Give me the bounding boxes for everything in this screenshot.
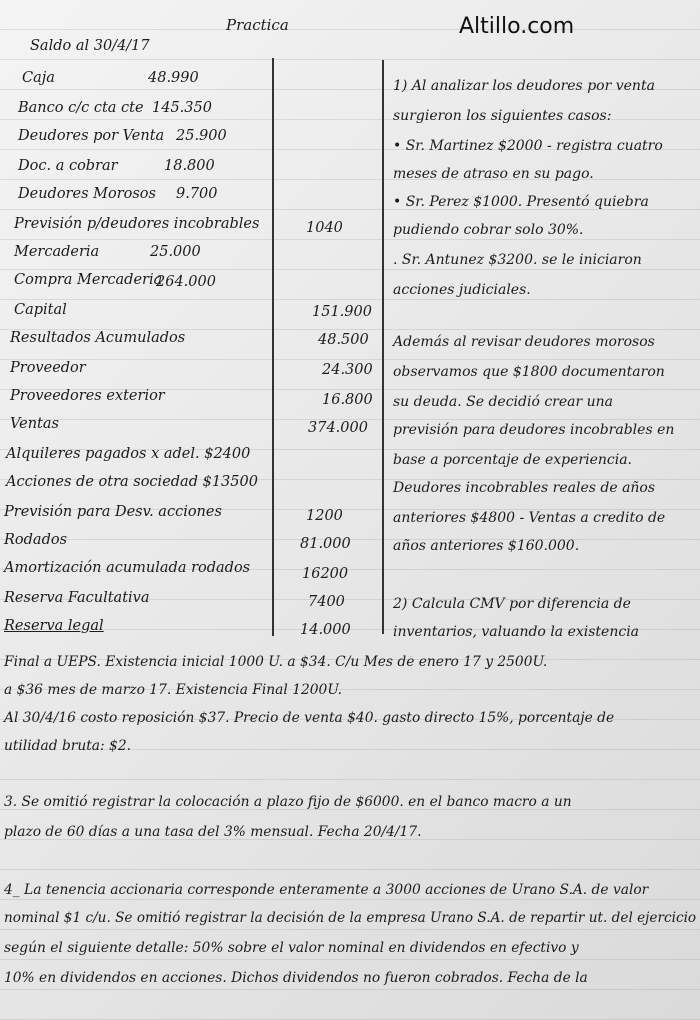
left-amount: 48.990 [148, 70, 199, 86]
right-amount: 16.800 [322, 392, 373, 408]
text-line: 10% en dividendos en acciones. Dichos dividendos no fueron cobrados. Fecha de la [4, 970, 588, 986]
text-line: Al 30/4/16 costo reposición $37. Precio de venta $40. gasto directo 15%, porcentaje de [4, 710, 615, 726]
account-name: Amortización acumulada rodados [4, 560, 251, 576]
account-name: Banco c/c cta cte [18, 100, 144, 116]
account-name: Ventas [10, 416, 59, 432]
right-amount: 151.900 [312, 304, 372, 320]
left-amount: 18.800 [164, 158, 215, 174]
right-amount: 1040 [306, 220, 343, 236]
note-line: anteriores $4800 - Ventas a credito de [393, 510, 666, 526]
right-amount: 14.000 [300, 622, 351, 638]
right-amount: 374.000 [308, 420, 368, 436]
text-line: Final a UEPS. Existencia inicial 1000 U. a $34. C/u Mes de enero 17 y 2500U. [4, 654, 548, 670]
left-amount: 25.900 [176, 128, 227, 144]
account-name: Doc. a cobrar [18, 158, 118, 174]
account-name: Reserva legal [4, 618, 104, 634]
note-line: 1) Al analizar los deudores por venta [393, 78, 655, 94]
text-line: 4_ La tenencia accionaria corresponde enteramente a 3000 acciones de Urano S.A. de valor [4, 882, 649, 898]
account-name: Mercaderia [14, 244, 100, 260]
account-name: Proveedores exterior [10, 388, 165, 404]
account-name: Caja [22, 70, 55, 86]
text-line: plazo de 60 días a una tasa del 3% mensual. Fecha 20/4/17. [4, 824, 422, 840]
left-amount: 9.700 [176, 186, 218, 202]
note-line: previsión para deudores incobrables en [393, 422, 675, 438]
account-name: Alquileres pagados x adel. $2400 [6, 446, 251, 462]
note-line: inventarios, valuando la existencia [393, 624, 640, 640]
note-line: su deuda. Se decidió crear una [393, 394, 614, 410]
note-line: base a porcentaje de experiencia. [393, 452, 633, 468]
note-line: 2) Calcula CMV por diferencia de [393, 596, 631, 612]
note-line: pudiendo cobrar solo 30%. [393, 222, 584, 238]
text-line: 3. Se omitió registrar la colocación a plazo fijo de $6000. en el banco macro a un [4, 794, 572, 810]
account-name: Compra Mercaderia [14, 272, 163, 288]
account-name: Reserva Facultativa [4, 590, 150, 606]
account-name: Previsión para Desv. acciones [4, 504, 222, 520]
left-amount: 264.000 [156, 274, 216, 290]
note-line: • Sr. Perez $1000. Presentó quiebra [393, 194, 649, 210]
text-line: según el siguiente detalle: 50% sobre el valor nominal en dividendos en efectivo y [4, 940, 579, 956]
right-amount: 24.300 [322, 362, 373, 378]
right-amount: 16200 [302, 566, 349, 582]
note-line: meses de atraso en su pago. [393, 166, 594, 182]
text-line: nominal $1 c/u. Se omitió registrar la decisión de la empresa Urano S.A. de repartir ut. del ejercicio [4, 910, 697, 926]
account-name: Proveedor [10, 360, 86, 376]
note-line: . Sr. Antunez $3200. se le iniciaron [393, 252, 642, 268]
account-name: Deudores Morosos [18, 186, 156, 202]
account-name: Deudores por Venta [18, 128, 165, 144]
right-amount: 7400 [308, 594, 345, 610]
left-amount: 145.350 [152, 100, 212, 116]
note-line: acciones judiciales. [393, 282, 531, 298]
account-name: Rodados [4, 532, 68, 548]
text-line: a $36 mes de marzo 17. Existencia Final 1200U. [4, 682, 343, 698]
note-line: surgieron los siguientes casos: [393, 108, 612, 124]
note-line: Además al revisar deudores morosos [393, 334, 655, 350]
left-amount: 25.000 [150, 244, 201, 260]
page-title: Practica [226, 16, 289, 34]
note-line: • Sr. Martinez $2000 - registra cuatro [393, 138, 663, 154]
account-name: Acciones de otra sociedad $13500 [6, 474, 258, 490]
note-line: años anteriores $160.000. [393, 538, 580, 554]
account-name: Resultados Acumulados [10, 330, 186, 346]
ledger-divider-line [272, 58, 274, 636]
ledger-header: Saldo al 30/4/17 [30, 38, 150, 54]
notes-divider-line [382, 60, 384, 634]
account-name: Capital [14, 302, 67, 318]
note-line: observamos que $1800 documentaron [393, 364, 665, 380]
note-line: Deudores incobrables reales de años [393, 480, 656, 496]
account-name: Previsión p/deudores incobrables [14, 216, 260, 232]
right-amount: 48.500 [318, 332, 369, 348]
watermark-text: Altillo.com [459, 14, 575, 39]
text-line: utilidad bruta: $2. [4, 738, 132, 754]
right-amount: 1200 [306, 508, 343, 524]
right-amount: 81.000 [300, 536, 351, 552]
